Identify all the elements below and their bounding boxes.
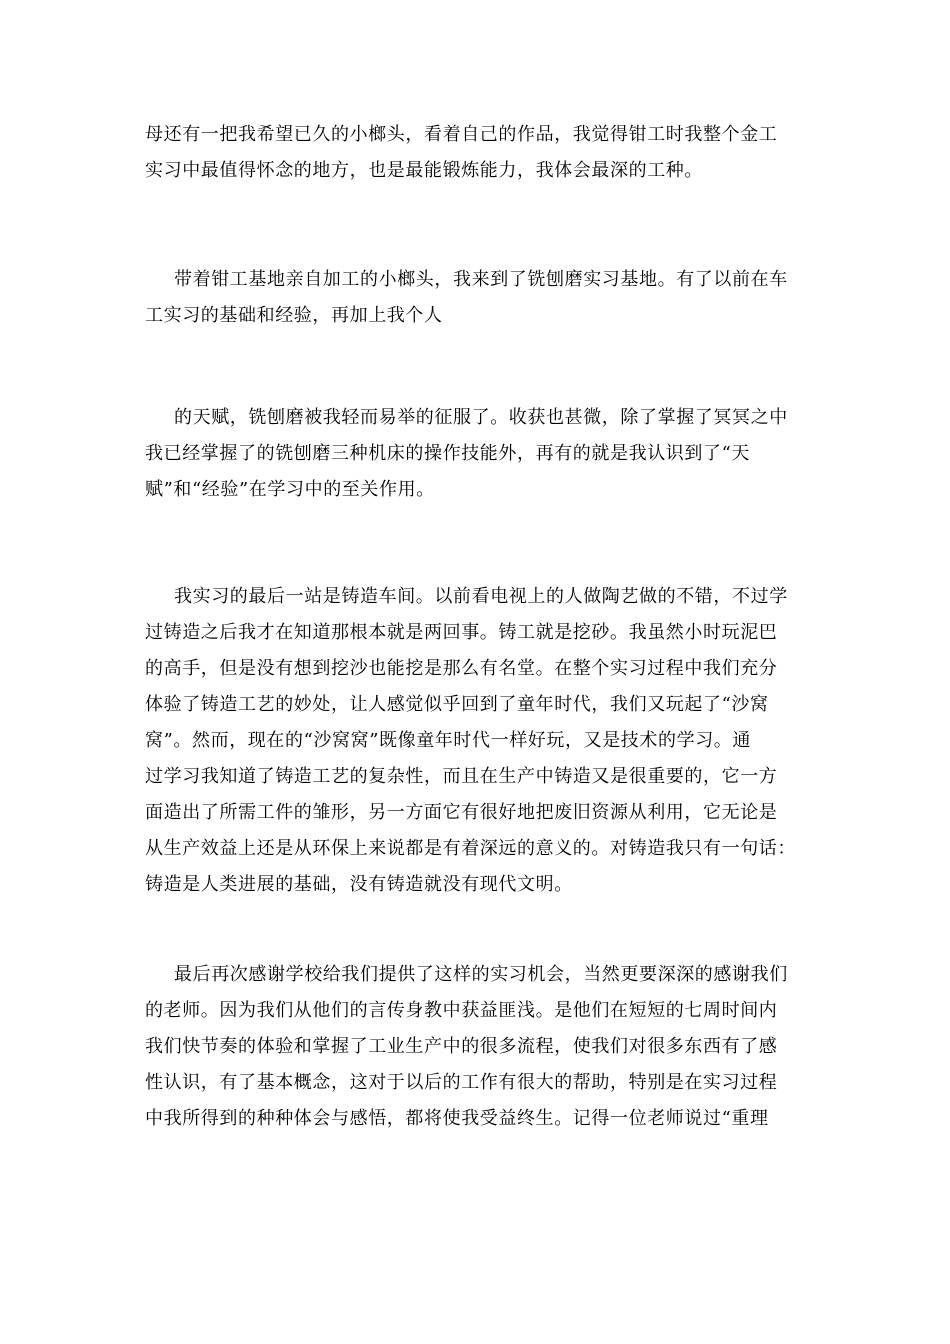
text-line: 的老师。因为我们从他们的言传身教中获益匪浅。是他们在短短的七周时间内 [145, 1000, 778, 1021]
text-line: 我实习的最后一站是铸造车间。以前看电视上的人做陶艺做的不错，不过学 [174, 586, 788, 607]
text-line: 实习中最值得怀念的地方，也是最能锻炼能力，我体会最深的工种。 [145, 160, 703, 181]
paragraph-pliers-work-summary [145, 117, 810, 189]
text-line: 从生产效益上还是从环保上来说都是有着深远的意义的。对铸造我只有一句话： [145, 838, 796, 859]
text-line: 的高手，但是没有想到挖沙也能挖是那么有名堂。在整个实习过程中我们充分 [145, 658, 778, 679]
text-line: 面造出了所需工件的雏形，另一方面它有很好地把废旧资源从利用，它无论是 [145, 802, 778, 823]
text-line: 我们快节奏的体验和掌握了工业生产中的很多流程，使我们对很多东西有了感 [145, 1036, 778, 1057]
paragraph-casting-workshop [145, 579, 810, 903]
text-line: 体验了铸造工艺的妙处，让人感觉似乎回到了童年时代，我们又玩起了“沙窝 [145, 694, 769, 715]
text-line: 母还有一把我希望已久的小榔头，看着自己的作品，我觉得钳工时我整个金工 [145, 124, 778, 145]
paragraph-milling-talent [145, 400, 810, 508]
text-line: 性认识，有了基本概念，这对于以后的工作有很大的帮助，特别是在实习过程 [145, 1072, 778, 1093]
text-line: 的天赋，铣刨磨被我轻而易举的征服了。收获也甚微，除了掌握了冥冥之中 [174, 407, 788, 428]
paragraph-thanks [145, 957, 810, 1137]
text-line: 赋”和“经验”在学习中的至关作用。 [145, 479, 435, 500]
text-line: 铸造是人类进展的基础，没有铸造就没有现代文明。 [145, 874, 573, 895]
paragraph-milling-base-intro [145, 262, 810, 334]
text-line: 中我所得到的种种体会与感悟，都将使我受益终生。记得一位老师说过“重理 [145, 1108, 769, 1129]
text-line: 工实习的基础和经验，再加上我个人 [145, 305, 443, 326]
text-line: 我已经掌握了的铣刨磨三种机床的操作技能外，再有的就是我认识到了“天 [145, 443, 750, 464]
text-line: 窝”。然而，现在的“沙窝窝”既像童年时代一样好玩，又是技术的学习。通 [145, 730, 752, 751]
text-line: 过学习我知道了铸造工艺的复杂性，而且在生产中铸造又是很重要的，它一方 [145, 766, 778, 787]
text-line: 带着钳工基地亲自加工的小榔头，我来到了铣刨磨实习基地。有了以前在车 [174, 269, 788, 290]
text-line: 最后再次感谢学校给我们提供了这样的实习机会，当然更要深深的感谢我们 [174, 964, 788, 985]
text-line: 过铸造之后我才在知道那根本就是两回事。铸工就是挖砂。我虽然小时玩泥巴 [145, 622, 778, 643]
